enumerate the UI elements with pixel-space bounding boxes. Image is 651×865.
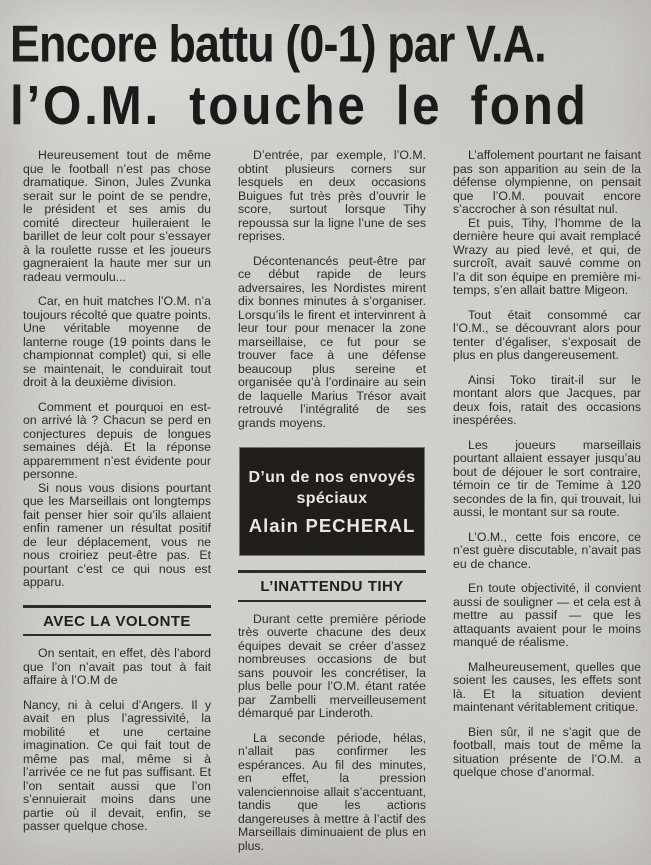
column-3 [453, 149, 641, 780]
paragraph: D’entrée, par exemple, l’O.M. obtint plusieurs corners sur lesquels en deux occasions Buigues fut très près d’ouvrir le score, surtout lorsque Tihy repoussa sur la ligne l’une de ses reprises. [238, 148, 426, 243]
paragraph: Les joueurs marseillais pourtant allaient essayer jusqu’au bout de déjouer le sort contraire, témoin ce tir de Temime à 120 secondes de la fin, qui trouvait, lui aussi, le montant sur sa route. [453, 437, 641, 519]
paragraph: Car, en huit matches l’O.M. n’a toujours récolté que quatre points. Une véritable moyenne de lanterne rouge (19 points dans le championnat complet) qui, si elle se maintenait, le conduirait tout droit à la deuxième division. [23, 294, 211, 389]
paragraph: On sentait, en effet, dès l’abord que l’on n’avait pas tout à fait affaire à l’O.M de [23, 646, 211, 687]
paragraph: Décontenancés peut-être par ce début rapide de leurs adversaires, les Nordistes mirent dix bonnes minutes à s’organiser. Lorsqu’ils le firent et intervinrent à leur tour pour menacer la zone marseillaise, ce fut pour se trouver face à une défense beaucoup plus sereine et organisée qu’à l’ordinaire au sein de laquelle Marius Trésor avait retrouvé l’intégralité de ses grands moyens. [238, 253, 426, 430]
paragraph: Heureusement tout de même que le football n’est pas chose dramatique. Sinon, Jules Zvunka serait sur le point de se pendre, le président et ses amis du comité directeur huileraient le barillet de leur colt pour s’essayer à la roulette russe et les joueurs gagneraient la haute mer sur un radeau vermoulu... [23, 148, 211, 284]
paragraph: Si nous vous disions pourtant que les Marseillais ont longtemps fait penser hier soir qu’ils allaient enfin ramener un résultat positif de leur déplacement, vous ne nous croiriez peut-être pas. Et pourtant c’est ce qui nous est apparu. [23, 480, 211, 589]
column-1 [23, 149, 211, 834]
paragraph: L’affolement pourtant ne faisant pas son apparition au sein de la défense olympienne, on pensait que l’O.M. pouvait encore s’accrocher à son résultat nul. [453, 148, 641, 216]
paragraph: La seconde période, hélas, n’allait pas confirmer les espérances. Au fil des minutes, en effet, la pression valenciennoise allait s’accentuant, tandis que les actions dangereuses à mettre à l’actif des Marseillais diminuaient de plus en plus. [238, 730, 426, 853]
headline-line-1: Encore battu (0-1) par V.A. [10, 14, 546, 73]
headline-line-2: l’O.M. touche le fond [10, 74, 589, 136]
section-header: AVEC LA VOLONTE [23, 605, 211, 637]
byline-box [240, 448, 424, 555]
paragraph: Et puis, Tihy, l’homme de la dernière heure qui avait remplacé Wrazy au pied levé, et qui, de surcroît, avait sauvé comme on l’a dit son équipe en première mi-temps, s’en allait battre Migeon. [453, 215, 641, 297]
paragraph: L’O.M., cette fois encore, ce n’est guère discutable, n’avait pas eu de chance. [453, 529, 641, 571]
paragraph: En toute objectivité, il convient aussi de souligner — et cela est à mettre au passif — que les attaquants avaient pour le moins manqué de réalisme. [453, 581, 641, 649]
byline-text: D’un de nos envoyés [248, 469, 416, 486]
article-headline [0, 0, 651, 136]
byline-author: Alain PECHERAL [248, 515, 416, 536]
paragraph: Bien sûr, il ne s’agit que de football, mais tout de même la situation présente de l’O.M. a quelque chose d’anormal. [453, 724, 641, 779]
byline-text: spéciaux [296, 490, 368, 507]
article-body [0, 136, 651, 853]
paragraph: Malheureusement, quelles que soient les causes, les effets sont là. Et la situation devient maintenant véritablement critique. [453, 659, 641, 714]
paragraph: Durant cette première période très ouverte chacune des deux équipes devait se créer d’assez nombreuses occasions de but sans pouvoir les concrétiser, la plus belle pour l’O.M. étant ratée par Zambelli merveilleusement démarqué par Linderoth. [238, 611, 426, 720]
section-header: L’INATTENDU TIHY [238, 570, 426, 602]
paragraph: Ainsi Toko tirait-il sur le montant alors que Jacques, par deux fois, ratait des occasions inespérées. [453, 372, 641, 427]
column-2 [238, 149, 426, 853]
paragraph: Nancy, ni à celui d’Angers. Il y avait en plus l’agressivité, la mobilité et une certaine imagination. Ce qui fait tout de même pas mal, même si à l’arrivée ce ne fut pas suffisant. Et l’on sentait aussi que l’on s’ennuierait moins dans une partie où il devait, enfin, se passer quelque chose. [23, 697, 211, 833]
paragraph: Comment et pourquoi en est-on arrivé là ? Chacun se perd en conjectures depuis de longues semaines déjà. Et la réponse apparemment n’est évidente pour personne. [23, 399, 211, 481]
paragraph: Tout était consommé car l’O.M., se découvrant alors pour tenter d’égaliser, s’exposait de plus en plus dangereusement. [453, 307, 641, 362]
